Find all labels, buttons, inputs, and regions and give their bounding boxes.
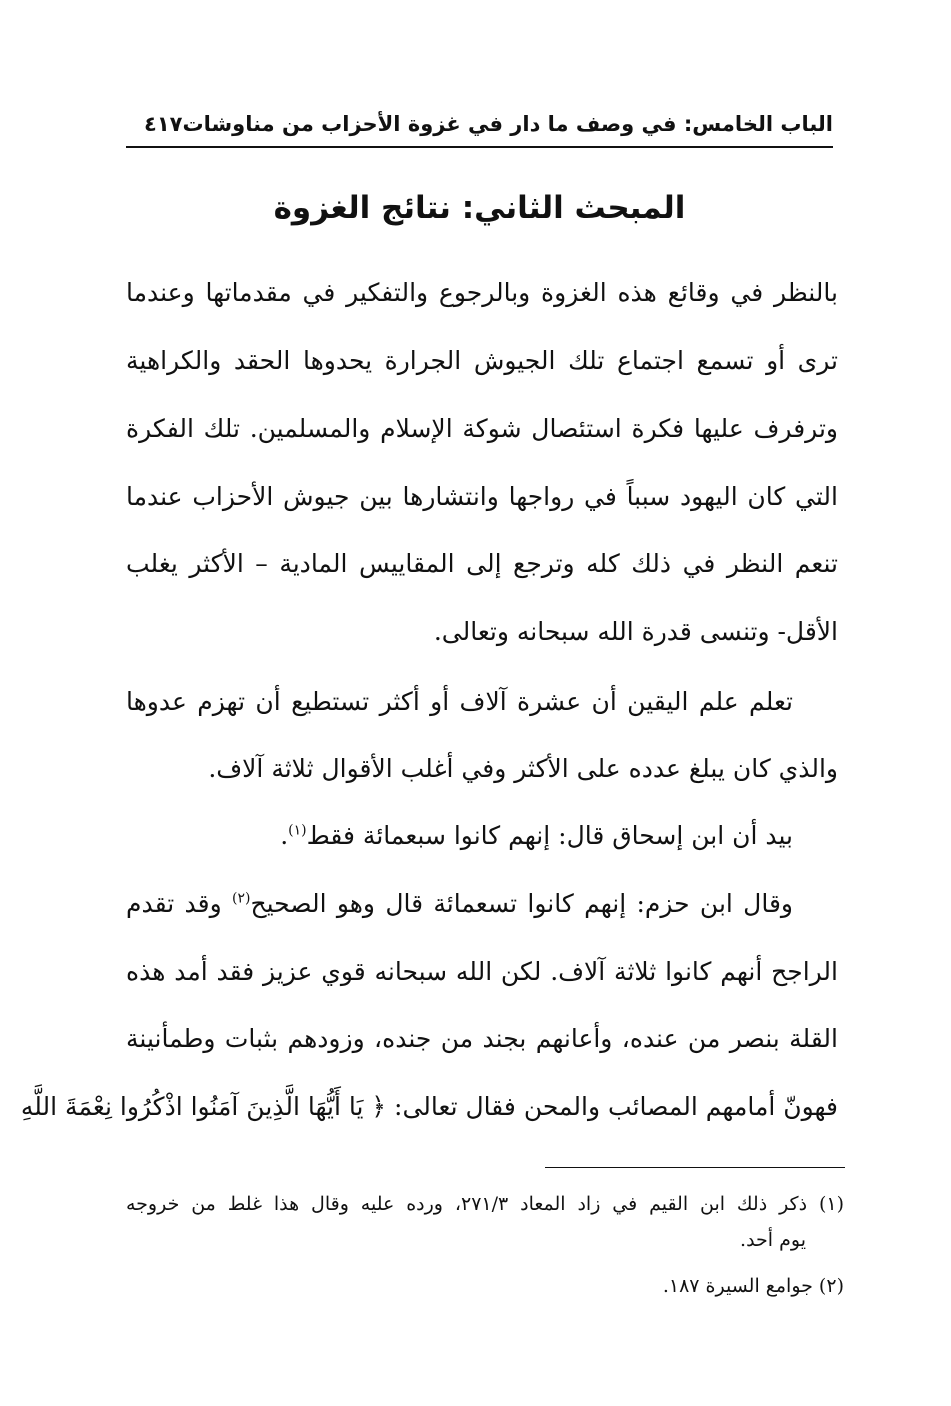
body-line: وترفرف عليها فكرة استئصال شوكة الإسلام والمسلمين. تلك الفكرة	[126, 414, 838, 443]
chapter-title: الباب الخامس: في وصف ما دار في غزوة الأحزاب من مناوشات	[182, 112, 833, 136]
body-line: تعلم علم اليقين أن عشرة آلاف أو أكثر تستطيع أن تهزم عدوها	[126, 687, 793, 716]
body-line: الأقل- وتنسى قدرة الله سبحانه وتعالى.	[433, 617, 838, 646]
body-line	[280, 821, 793, 850]
body-line-end: وقد تقدم	[126, 889, 232, 918]
body-line: فهونّ أمامهم المصائب والمحن فقال تعالى: ﴿ يَا أَيُّهَا الَّذِينَ آمَنُوا اذْكُرُوا نِعْمَةَ اللَّهِ	[20, 1092, 838, 1121]
page-number: ٤١٧	[144, 112, 183, 136]
body-line-end: .	[280, 821, 289, 850]
body-line: والذي كان يبلغ عدده على الأكثر وفي أغلب الأقوال ثلاثة آلاف.	[208, 754, 838, 783]
body-line: الراجح أنهم كانوا ثلاثة آلاف. لكن الله سبحانه قوي عزيز فقد أمد هذه	[126, 957, 838, 986]
body-line: التي كان اليهود سبباً في رواجها وانتشارها بين جيوش الأحزاب عندما	[126, 482, 838, 511]
body-line: تنعم النظر في ذلك كله وترجع إلى المقاييس المادية – الأكثر يغلب	[126, 549, 838, 578]
footnote-divider	[545, 1167, 845, 1168]
body-line: ترى أو تسمع اجتماع تلك الجيوش الجرارة يحدوها الحقد والكراهية	[126, 346, 838, 375]
footnote-1-continuation: يوم أحد.	[740, 1229, 806, 1251]
body-line: القلة بنصر من عنده، وأعانهم بجند من جنده، وزودهم بثبات وطمأنينة	[126, 1024, 838, 1053]
body-line: بالنظر في وقائع هذه الغزوة وبالرجوع والتفكير في مقدماتها وعندما	[126, 278, 838, 307]
footnote-ref-1[interactable]: (١)	[288, 822, 307, 839]
footnote-ref-2[interactable]: (٢)	[231, 890, 251, 907]
body-line-text: وقال ابن حزم: إنهم كانوا تسعمائة قال وهو الصحيح	[250, 889, 793, 918]
body-line-text: بيد أن ابن إسحاق قال: إنهم كانوا سبعمائة فقط	[306, 821, 793, 850]
body-line	[126, 889, 793, 918]
section-title: المبحث الثاني: نتائج الغزوة	[273, 190, 686, 226]
running-header	[126, 108, 833, 148]
footnote-2: (٢) جوامع السيرة ١٨٧.	[662, 1275, 844, 1297]
footnote-1: (١) ذكر ذلك ابن القيم في زاد المعاد ٢٧١/٣، ورده عليه وقال هذا غلط من خروجه	[126, 1193, 844, 1215]
